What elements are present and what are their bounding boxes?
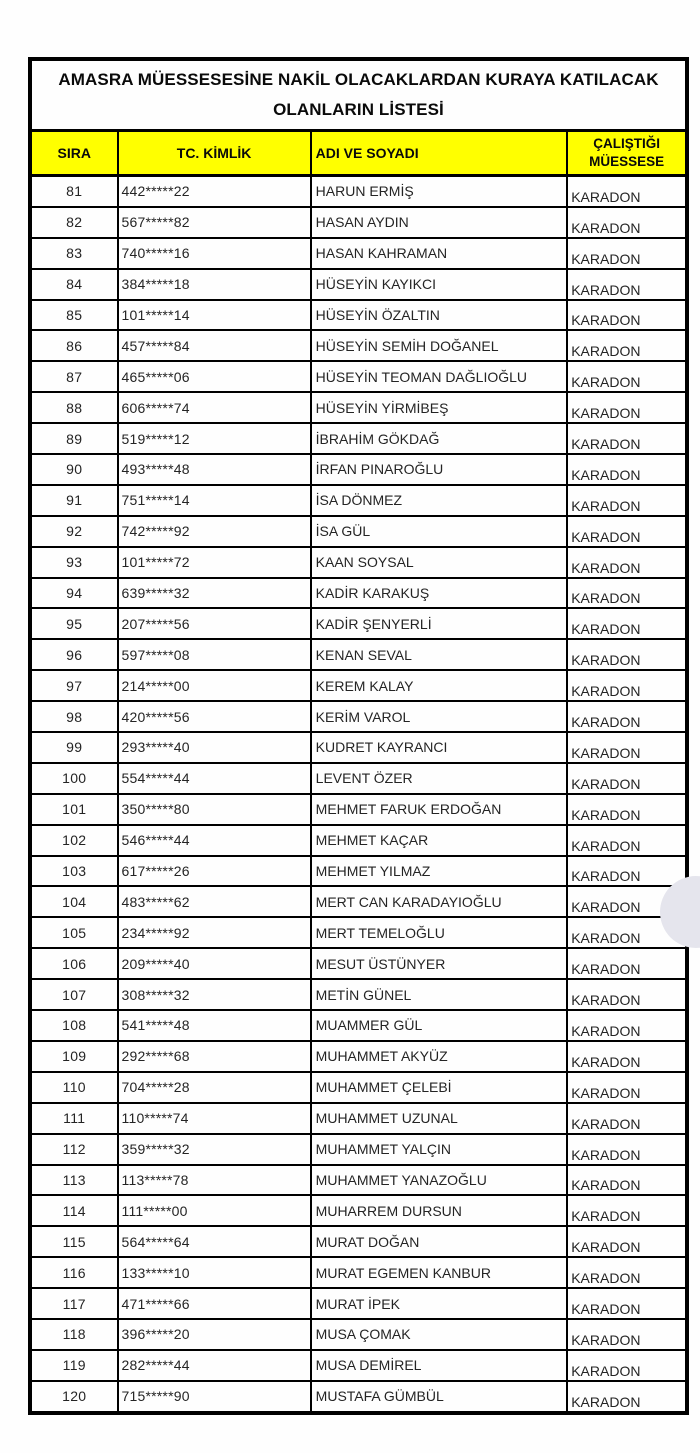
muessese-cell: KARADON bbox=[567, 207, 687, 238]
sira-cell: 109 bbox=[30, 1041, 118, 1072]
tc-kimlik-cell: 564*****64 bbox=[118, 1226, 311, 1257]
sira-cell: 100 bbox=[30, 763, 118, 794]
column-header-sira: SIRA bbox=[30, 131, 118, 176]
name-cell: MERT CAN KARADAYIOĞLU bbox=[311, 886, 568, 917]
tc-kimlik-cell: 396*****20 bbox=[118, 1319, 311, 1350]
table-row bbox=[30, 608, 687, 639]
tc-kimlik-cell: 567*****82 bbox=[118, 207, 311, 238]
muessese-cell: KARADON bbox=[567, 794, 687, 825]
table-row bbox=[30, 454, 687, 485]
muessese-cell: KARADON bbox=[567, 732, 687, 763]
name-cell: MUSTAFA GÜMBÜL bbox=[311, 1381, 568, 1413]
muessese-cell: KARADON bbox=[567, 1226, 687, 1257]
sira-cell: 95 bbox=[30, 608, 118, 639]
muessese-cell: KARADON bbox=[567, 1072, 687, 1103]
table-row bbox=[30, 701, 687, 732]
column-header-calistigi-muessese: ÇALIŞTIĞI MÜESSESE bbox=[567, 131, 687, 176]
sira-cell: 82 bbox=[30, 207, 118, 238]
muessese-cell: KARADON bbox=[567, 269, 687, 300]
muessese-cell: KARADON bbox=[567, 485, 687, 516]
sira-cell: 119 bbox=[30, 1350, 118, 1381]
muessese-cell: KARADON bbox=[567, 1165, 687, 1196]
sira-cell: 102 bbox=[30, 825, 118, 856]
tc-kimlik-cell: 420*****56 bbox=[118, 701, 311, 732]
tc-kimlik-cell: 704*****28 bbox=[118, 1072, 311, 1103]
table-row bbox=[30, 1165, 687, 1196]
sira-cell: 90 bbox=[30, 454, 118, 485]
muessese-cell: KARADON bbox=[567, 979, 687, 1010]
tc-kimlik-cell: 493*****48 bbox=[118, 454, 311, 485]
sira-cell: 83 bbox=[30, 238, 118, 269]
muessese-cell: KARADON bbox=[567, 547, 687, 578]
muessese-cell: KARADON bbox=[567, 1288, 687, 1319]
tc-kimlik-cell: 442*****22 bbox=[118, 176, 311, 207]
tc-kimlik-cell: 483*****62 bbox=[118, 886, 311, 917]
table-row bbox=[30, 1072, 687, 1103]
tc-kimlik-cell: 597*****08 bbox=[118, 639, 311, 670]
name-cell: MEHMET FARUK ERDOĞAN bbox=[311, 794, 568, 825]
sira-cell: 115 bbox=[30, 1226, 118, 1257]
muessese-cell: KARADON bbox=[567, 1319, 687, 1350]
muessese-cell: KARADON bbox=[567, 1195, 687, 1226]
name-cell: MUHAMMET YALÇIN bbox=[311, 1134, 568, 1165]
name-cell: MUHARREM DURSUN bbox=[311, 1195, 568, 1226]
muessese-cell: KARADON bbox=[567, 454, 687, 485]
column-header-adi-ve-soyadi: ADI VE SOYADI bbox=[311, 131, 568, 176]
name-cell: HÜSEYİN ÖZALTIN bbox=[311, 300, 568, 331]
tc-kimlik-cell: 209*****40 bbox=[118, 948, 311, 979]
muessese-cell: KARADON bbox=[567, 1381, 687, 1413]
table-row bbox=[30, 1288, 687, 1319]
table-row bbox=[30, 238, 687, 269]
tc-kimlik-cell: 292*****68 bbox=[118, 1041, 311, 1072]
tc-kimlik-cell: 606*****74 bbox=[118, 392, 311, 423]
table-row bbox=[30, 392, 687, 423]
name-cell: MEHMET YILMAZ bbox=[311, 856, 568, 887]
tc-kimlik-cell: 617*****26 bbox=[118, 856, 311, 887]
table-row bbox=[30, 1010, 687, 1041]
muessese-cell: KARADON bbox=[567, 300, 687, 331]
sira-cell: 98 bbox=[30, 701, 118, 732]
header-row bbox=[30, 131, 687, 176]
table-row bbox=[30, 1195, 687, 1226]
name-cell: HÜSEYİN YİRMİBEŞ bbox=[311, 392, 568, 423]
tc-kimlik-cell: 742*****92 bbox=[118, 516, 311, 547]
name-cell: KADİR KARAKUŞ bbox=[311, 578, 568, 609]
sira-cell: 105 bbox=[30, 917, 118, 948]
name-cell: MUSA DEMİREL bbox=[311, 1350, 568, 1381]
sira-cell: 110 bbox=[30, 1072, 118, 1103]
tc-kimlik-cell: 111*****00 bbox=[118, 1195, 311, 1226]
table-row bbox=[30, 330, 687, 361]
sira-cell: 120 bbox=[30, 1381, 118, 1413]
tc-kimlik-cell: 546*****44 bbox=[118, 825, 311, 856]
table-row bbox=[30, 423, 687, 454]
table-row bbox=[30, 1041, 687, 1072]
tc-kimlik-cell: 359*****32 bbox=[118, 1134, 311, 1165]
tc-kimlik-cell: 457*****84 bbox=[118, 330, 311, 361]
sira-cell: 108 bbox=[30, 1010, 118, 1041]
sira-cell: 92 bbox=[30, 516, 118, 547]
muessese-cell: KARADON bbox=[567, 1103, 687, 1134]
sira-cell: 85 bbox=[30, 300, 118, 331]
table-row bbox=[30, 485, 687, 516]
muessese-cell: KARADON bbox=[567, 238, 687, 269]
tc-kimlik-cell: 751*****14 bbox=[118, 485, 311, 516]
muessese-cell: KARADON bbox=[567, 1257, 687, 1288]
table-row bbox=[30, 763, 687, 794]
tc-kimlik-cell: 293*****40 bbox=[118, 732, 311, 763]
name-cell: İRFAN PINAROĞLU bbox=[311, 454, 568, 485]
name-cell: KEREM KALAY bbox=[311, 670, 568, 701]
tc-kimlik-cell: 639*****32 bbox=[118, 578, 311, 609]
name-cell: MUHAMMET AKYÜZ bbox=[311, 1041, 568, 1072]
tc-kimlik-cell: 465*****06 bbox=[118, 361, 311, 392]
sira-cell: 101 bbox=[30, 794, 118, 825]
tc-kimlik-cell: 541*****48 bbox=[118, 1010, 311, 1041]
muessese-cell: KARADON bbox=[567, 516, 687, 547]
column-header-tc-kimlik: TC. KİMLİK bbox=[118, 131, 311, 176]
sira-cell: 99 bbox=[30, 732, 118, 763]
name-cell: HÜSEYİN TEOMAN DAĞLIOĞLU bbox=[311, 361, 568, 392]
name-cell: İBRAHİM GÖKDAĞ bbox=[311, 423, 568, 454]
tc-kimlik-cell: 101*****72 bbox=[118, 547, 311, 578]
sira-cell: 103 bbox=[30, 856, 118, 887]
sira-cell: 89 bbox=[30, 423, 118, 454]
table-row bbox=[30, 948, 687, 979]
table-row bbox=[30, 639, 687, 670]
name-cell: MEHMET KAÇAR bbox=[311, 825, 568, 856]
name-cell: LEVENT ÖZER bbox=[311, 763, 568, 794]
table-row bbox=[30, 269, 687, 300]
name-cell: İSA DÖNMEZ bbox=[311, 485, 568, 516]
table-body bbox=[30, 176, 687, 1413]
sira-cell: 111 bbox=[30, 1103, 118, 1134]
tc-kimlik-cell: 214*****00 bbox=[118, 670, 311, 701]
document-title: AMASRA MÜESSESESİNE NAKİL OLACAKLARDAN KURAYA KATILACAK OLANLARIN LİSTESİ bbox=[30, 59, 687, 131]
tc-kimlik-cell: 384*****18 bbox=[118, 269, 311, 300]
name-cell: MURAT DOĞAN bbox=[311, 1226, 568, 1257]
sira-cell: 106 bbox=[30, 948, 118, 979]
sira-cell: 88 bbox=[30, 392, 118, 423]
name-cell: KAAN SOYSAL bbox=[311, 547, 568, 578]
sira-cell: 87 bbox=[30, 361, 118, 392]
muessese-cell: KARADON bbox=[567, 825, 687, 856]
name-cell: HASAN KAHRAMAN bbox=[311, 238, 568, 269]
table-row bbox=[30, 176, 687, 207]
sira-cell: 114 bbox=[30, 1195, 118, 1226]
muessese-cell: KARADON bbox=[567, 886, 687, 917]
table-row bbox=[30, 1226, 687, 1257]
tc-kimlik-cell: 740*****16 bbox=[118, 238, 311, 269]
table-row bbox=[30, 1350, 687, 1381]
table-row bbox=[30, 825, 687, 856]
sira-cell: 96 bbox=[30, 639, 118, 670]
sira-cell: 86 bbox=[30, 330, 118, 361]
table-row bbox=[30, 1257, 687, 1288]
table-row bbox=[30, 578, 687, 609]
name-cell: HÜSEYİN SEMİH DOĞANEL bbox=[311, 330, 568, 361]
sira-cell: 117 bbox=[30, 1288, 118, 1319]
muessese-cell: KARADON bbox=[567, 361, 687, 392]
tc-kimlik-cell: 101*****14 bbox=[118, 300, 311, 331]
tc-kimlik-cell: 282*****44 bbox=[118, 1350, 311, 1381]
tc-kimlik-cell: 471*****66 bbox=[118, 1288, 311, 1319]
tc-kimlik-cell: 234*****92 bbox=[118, 917, 311, 948]
tc-kimlik-cell: 715*****90 bbox=[118, 1381, 311, 1413]
muessese-cell: KARADON bbox=[567, 917, 687, 948]
table-row bbox=[30, 979, 687, 1010]
table-row bbox=[30, 856, 687, 887]
muessese-cell: KARADON bbox=[567, 1010, 687, 1041]
name-cell: MUSA ÇOMAK bbox=[311, 1319, 568, 1350]
name-cell: HASAN AYDIN bbox=[311, 207, 568, 238]
name-cell: MUHAMMET ÇELEBİ bbox=[311, 1072, 568, 1103]
name-cell: MURAT EGEMEN KANBUR bbox=[311, 1257, 568, 1288]
table-row bbox=[30, 670, 687, 701]
name-cell: METİN GÜNEL bbox=[311, 979, 568, 1010]
name-cell: MESUT ÜSTÜNYER bbox=[311, 948, 568, 979]
name-cell: MUHAMMET UZUNAL bbox=[311, 1103, 568, 1134]
sira-cell: 118 bbox=[30, 1319, 118, 1350]
muessese-cell: KARADON bbox=[567, 763, 687, 794]
muessese-cell: KARADON bbox=[567, 670, 687, 701]
sira-cell: 91 bbox=[30, 485, 118, 516]
tc-kimlik-cell: 308*****32 bbox=[118, 979, 311, 1010]
tc-kimlik-cell: 350*****80 bbox=[118, 794, 311, 825]
sira-cell: 84 bbox=[30, 269, 118, 300]
table-row bbox=[30, 1103, 687, 1134]
sira-cell: 97 bbox=[30, 670, 118, 701]
muessese-cell: KARADON bbox=[567, 1134, 687, 1165]
muessese-cell: KARADON bbox=[567, 856, 687, 887]
muessese-cell: KARADON bbox=[567, 1350, 687, 1381]
muessese-cell: KARADON bbox=[567, 639, 687, 670]
tc-kimlik-cell: 110*****74 bbox=[118, 1103, 311, 1134]
name-cell: KADİR ŞENYERLİ bbox=[311, 608, 568, 639]
table-row bbox=[30, 886, 687, 917]
muessese-cell: KARADON bbox=[567, 330, 687, 361]
table-row bbox=[30, 794, 687, 825]
tc-kimlik-cell: 207*****56 bbox=[118, 608, 311, 639]
table-row bbox=[30, 1134, 687, 1165]
table-row bbox=[30, 361, 687, 392]
sira-cell: 107 bbox=[30, 979, 118, 1010]
table-row bbox=[30, 917, 687, 948]
tc-kimlik-cell: 519*****12 bbox=[118, 423, 311, 454]
name-cell: MUHAMMET YANAZOĞLU bbox=[311, 1165, 568, 1196]
table-row bbox=[30, 547, 687, 578]
name-cell: KERİM VAROL bbox=[311, 701, 568, 732]
muessese-cell: KARADON bbox=[567, 578, 687, 609]
sira-cell: 81 bbox=[30, 176, 118, 207]
sira-cell: 112 bbox=[30, 1134, 118, 1165]
name-cell: KUDRET KAYRANCI bbox=[311, 732, 568, 763]
sira-cell: 93 bbox=[30, 547, 118, 578]
muessese-cell: KARADON bbox=[567, 948, 687, 979]
name-cell: MERT TEMELOĞLU bbox=[311, 917, 568, 948]
name-cell: KENAN SEVAL bbox=[311, 639, 568, 670]
table-row bbox=[30, 732, 687, 763]
table-row bbox=[30, 1381, 687, 1413]
sira-cell: 104 bbox=[30, 886, 118, 917]
sira-cell: 113 bbox=[30, 1165, 118, 1196]
name-cell: HÜSEYİN KAYIKCI bbox=[311, 269, 568, 300]
muessese-cell: KARADON bbox=[567, 423, 687, 454]
tc-kimlik-cell: 554*****44 bbox=[118, 763, 311, 794]
title-row bbox=[30, 59, 687, 131]
sira-cell: 116 bbox=[30, 1257, 118, 1288]
table-row bbox=[30, 1319, 687, 1350]
name-cell: HARUN ERMİŞ bbox=[311, 176, 568, 207]
table-row bbox=[30, 516, 687, 547]
sira-cell: 94 bbox=[30, 578, 118, 609]
muessese-cell: KARADON bbox=[567, 608, 687, 639]
name-cell: İSA GÜL bbox=[311, 516, 568, 547]
name-cell: MURAT İPEK bbox=[311, 1288, 568, 1319]
muessese-cell: KARADON bbox=[567, 392, 687, 423]
table-row bbox=[30, 300, 687, 331]
muessese-cell: KARADON bbox=[567, 701, 687, 732]
tc-kimlik-cell: 113*****78 bbox=[118, 1165, 311, 1196]
table-row bbox=[30, 207, 687, 238]
muessese-cell: KARADON bbox=[567, 1041, 687, 1072]
tc-kimlik-cell: 133*****10 bbox=[118, 1257, 311, 1288]
transfer-list-table bbox=[28, 57, 689, 1415]
muessese-cell: KARADON bbox=[567, 176, 687, 207]
name-cell: MUAMMER GÜL bbox=[311, 1010, 568, 1041]
